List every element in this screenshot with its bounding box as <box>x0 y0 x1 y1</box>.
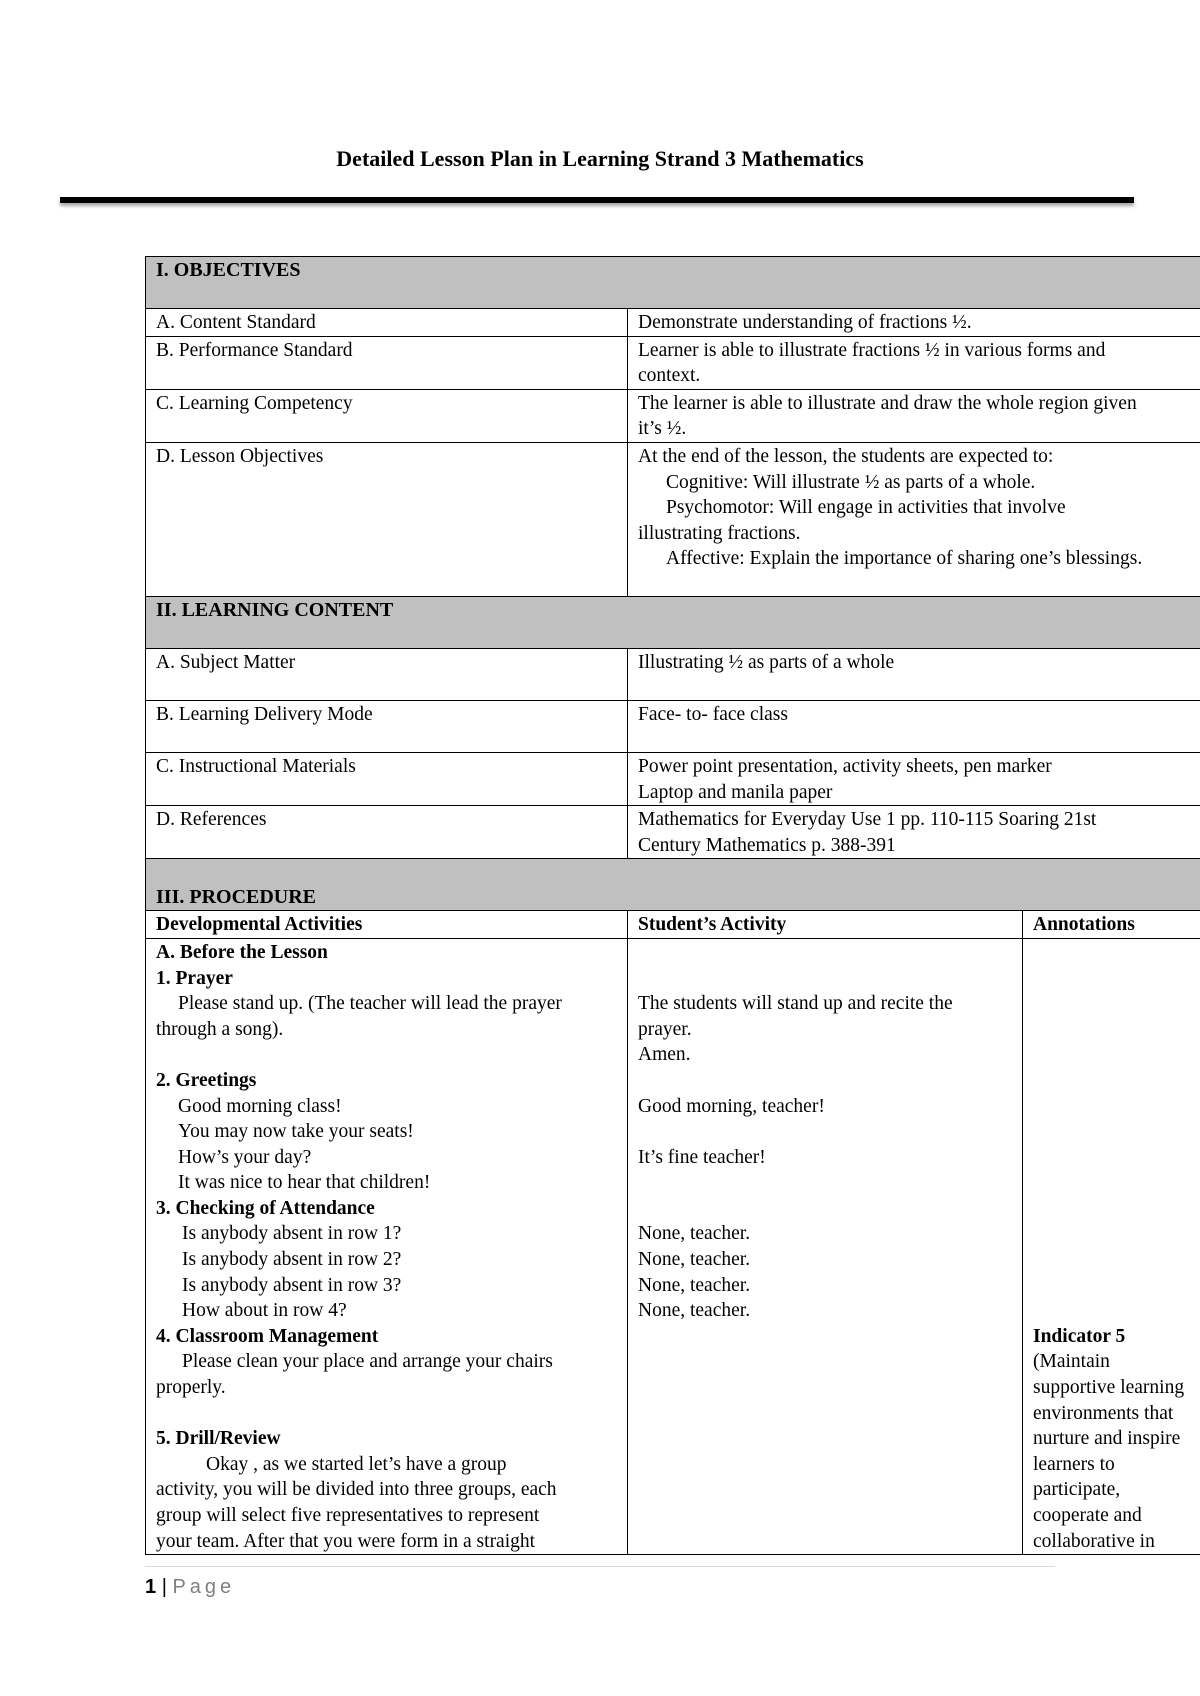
row-value: Learner is able to illustrate fractions ½ in various forms and <box>638 339 1106 361</box>
annotation-text: environments that <box>1033 1402 1174 1424</box>
objectives-section-header <box>146 257 1200 309</box>
row-value: Face- to- face class <box>638 703 788 725</box>
drill-text: activity, you will be divided into three groups, each <box>156 1479 557 1501</box>
student-response: Good morning, teacher! <box>638 1095 825 1117</box>
attendance-question: How about in row 4? <box>182 1300 347 1322</box>
row-value: context. <box>638 365 701 387</box>
annotations-column <box>1023 938 1200 1554</box>
objectives-header: I. OBJECTIVES <box>146 257 1200 309</box>
row-value: Laptop and manila paper <box>638 781 833 803</box>
row-label: D. References <box>146 806 628 859</box>
column-header-student: Student’s Activity <box>628 911 1023 939</box>
row-value: Century Mathematics p. 388-391 <box>638 834 896 856</box>
objective-psychomotor: Psychomotor: Will engage in activities that involve <box>666 497 1066 519</box>
table-row <box>146 389 1200 442</box>
management-title: 4. Classroom Management <box>156 1325 379 1347</box>
table-row <box>146 442 1200 596</box>
prayer-title: 1. Prayer <box>156 967 233 989</box>
attendance-question: Is anybody absent in row 1? <box>182 1223 402 1245</box>
row-value: Demonstrate understanding of fractions ½. <box>638 312 972 333</box>
teacher-column <box>146 938 628 1554</box>
student-response: The students will stand up and recite the <box>638 993 953 1015</box>
procedure-column-headers <box>146 911 1200 939</box>
attendance-question: Is anybody absent in row 3? <box>182 1274 402 1296</box>
prayer-text: Please stand up. (The teacher will lead the prayer <box>178 993 562 1015</box>
student-response: None, teacher. <box>638 1300 751 1322</box>
row-value: it’s ½. <box>638 418 687 440</box>
drill-text: group will select five representatives to represent <box>156 1505 540 1526</box>
lesson-plan-table <box>145 256 1200 1555</box>
table-row <box>146 806 1200 859</box>
drill-text: your team. After that you were form in a straight <box>156 1530 536 1552</box>
footer-divider <box>145 1566 1055 1567</box>
student-response: None, teacher. <box>638 1274 751 1296</box>
row-value: Illustrating ½ as parts of a whole <box>638 651 895 673</box>
column-header-teacher: Developmental Activities <box>146 911 628 939</box>
before-lesson-title: A. Before the Lesson <box>156 941 328 963</box>
greeting-line: It was nice to hear that children! <box>178 1172 431 1194</box>
row-value: Mathematics for Everyday Use 1 pp. 110-115 Soaring 21st <box>638 809 1097 831</box>
procedure-section-header <box>146 859 1200 911</box>
objective-affective: Affective: Explain the importance of sharing one’s blessings. <box>666 548 1143 570</box>
student-column <box>628 938 1023 1554</box>
student-response: None, teacher. <box>638 1223 751 1245</box>
title-divider <box>60 197 1134 203</box>
annotation-text: cooperate and <box>1033 1505 1142 1526</box>
attendance-title: 3. Checking of Attendance <box>156 1197 375 1219</box>
procedure-header: III. PROCEDURE <box>146 859 1200 911</box>
student-response: It’s fine teacher! <box>638 1146 766 1168</box>
row-label: A. Subject Matter <box>146 648 628 700</box>
table-row <box>146 752 1200 805</box>
student-response: prayer. <box>638 1018 692 1040</box>
objective-psychomotor-cont: illustrating fractions. <box>638 522 801 544</box>
row-label: B. Learning Delivery Mode <box>146 700 628 752</box>
footer-separator: | <box>161 1576 167 1598</box>
management-text: properly. <box>156 1377 226 1399</box>
content-header: II. LEARNING CONTENT <box>146 596 1200 648</box>
row-value: Power point presentation, activity sheets, pen marker <box>638 755 1052 777</box>
annotation-text: supportive learning <box>1033 1377 1185 1399</box>
row-label: C. Instructional Materials <box>146 752 628 805</box>
page-label: Page <box>172 1576 236 1598</box>
greeting-line: How’s your day? <box>178 1146 312 1168</box>
table-row <box>146 700 1200 752</box>
greetings-title: 2. Greetings <box>156 1069 257 1091</box>
table-row <box>146 309 1200 337</box>
greeting-line: You may now take your seats! <box>178 1121 414 1143</box>
row-label: C. Learning Competency <box>146 389 628 442</box>
drill-text: Okay , as we started let’s have a group <box>206 1453 507 1475</box>
page-number: 1 <box>145 1576 157 1598</box>
page-title: Detailed Lesson Plan in Learning Strand 3 Mathematics <box>336 146 864 171</box>
row-label: D. Lesson Objectives <box>146 442 628 596</box>
table-row <box>146 648 1200 700</box>
annotation-text: (Maintain <box>1033 1351 1110 1373</box>
column-header-annotations: Annotations <box>1023 911 1200 939</box>
objectives-intro: At the end of the lesson, the students are expected to: <box>638 445 1054 467</box>
row-label: A. Content Standard <box>146 309 628 337</box>
annotation-text: nurture and inspire <box>1033 1428 1181 1450</box>
student-response: None, teacher. <box>638 1249 751 1271</box>
management-text: Please clean your place and arrange your chairs <box>182 1351 553 1373</box>
row-label: B. Performance Standard <box>146 336 628 389</box>
table-row <box>146 336 1200 389</box>
page-footer <box>145 1576 235 1599</box>
procedure-body-row <box>146 938 1200 1554</box>
annotation-text: learners to <box>1033 1453 1115 1475</box>
student-response: Amen. <box>638 1044 691 1066</box>
annotation-text: collaborative in <box>1033 1530 1155 1552</box>
attendance-question: Is anybody absent in row 2? <box>182 1249 402 1271</box>
drill-title: 5. Drill/Review <box>156 1428 281 1450</box>
greeting-line: Good morning class! <box>178 1095 342 1117</box>
content-section-header <box>146 596 1200 648</box>
prayer-text: through a song). <box>156 1018 284 1040</box>
annotation-title: Indicator 5 <box>1033 1325 1126 1347</box>
objective-cognitive: Cognitive: Will illustrate ½ as parts of a whole. <box>666 471 1036 493</box>
annotation-text: participate, <box>1033 1479 1121 1501</box>
row-value: The learner is able to illustrate and draw the whole region given <box>638 392 1137 414</box>
